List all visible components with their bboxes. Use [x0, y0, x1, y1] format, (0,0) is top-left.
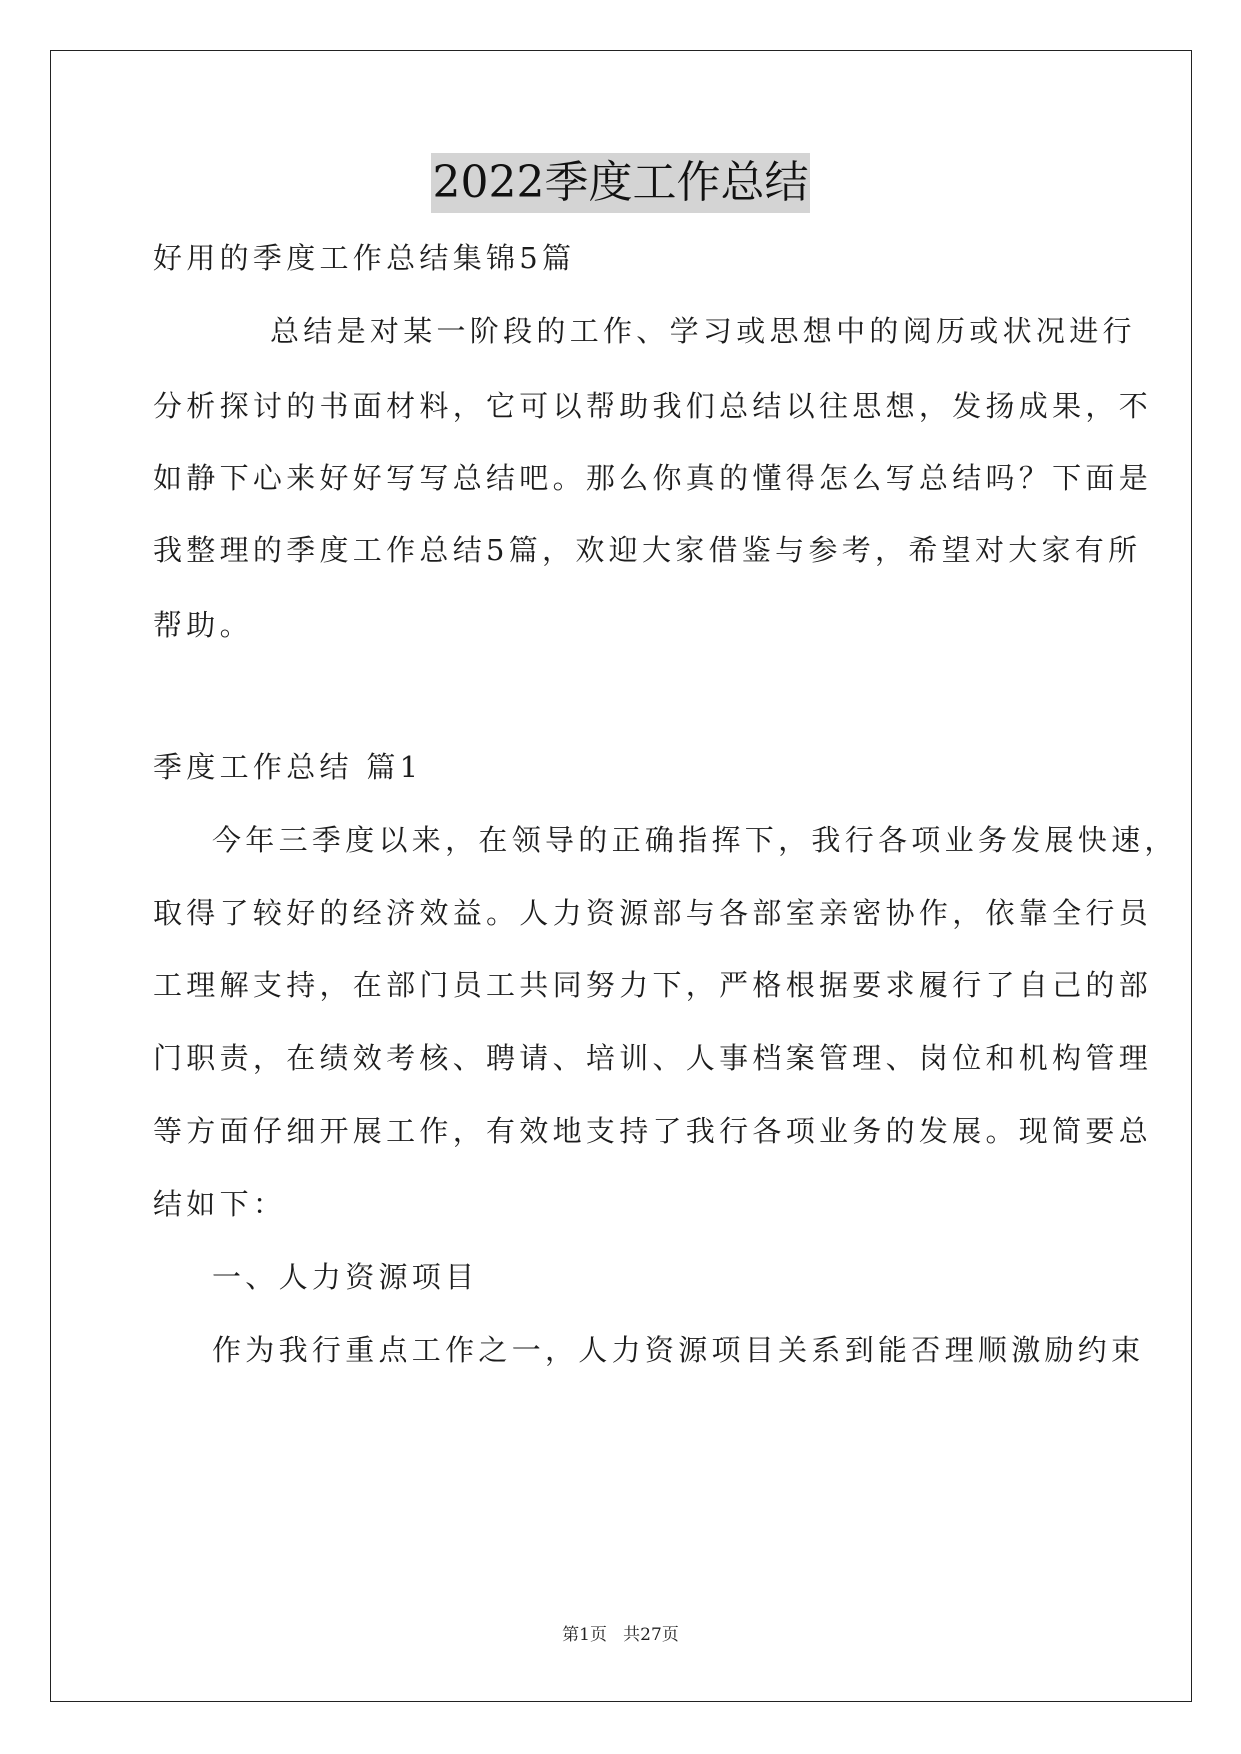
intro-line: 帮助。	[153, 608, 253, 642]
item-line: 作为我行重点工作之一，人力资源项目关系到能否理顺激励约束	[212, 1333, 1145, 1367]
section-line: 门职责，在绩效考核、聘请、培训、人事档案管理、岗位和机构管理	[153, 1041, 1153, 1075]
intro-line: 分析探讨的书面材料，它可以帮助我们总结以往思想，发扬成果，不	[153, 389, 1153, 423]
intro-line: 总结是对某一阶段的工作、学习或思想中的阅历或状况进行	[270, 314, 1136, 348]
section-line: 今年三季度以来，在领导的正确指挥下，我行各项业务发展快速，	[212, 823, 1178, 857]
section-line: 取得了较好的经济效益。人力资源部与各部室亲密协作，依靠全行员	[153, 896, 1153, 930]
section-heading: 季度工作总结 篇1	[153, 750, 423, 784]
page-border	[50, 50, 1192, 1702]
section-line: 结如下：	[153, 1187, 287, 1221]
document-title: 2022季度工作总结	[431, 153, 811, 213]
document-subtitle: 好用的季度工作总结集锦5篇	[153, 241, 576, 275]
intro-line: 我整理的季度工作总结5篇，欢迎大家借鉴与参考，希望对大家有所	[153, 533, 1142, 567]
section-line: 等方面仔细开展工作，有效地支持了我行各项业务的发展。现简要总	[153, 1114, 1153, 1148]
title-container	[0, 153, 1241, 213]
intro-line: 如静下心来好好写写总结吧。那么你真的懂得怎么写总结吗？下面是	[153, 461, 1153, 495]
page-number-text: 第1页 共27页	[562, 1625, 679, 1645]
item-heading: 一、人力资源项目	[212, 1260, 479, 1294]
section-line: 工理解支持，在部门员工共同努力下，严格根据要求履行了自己的部	[153, 968, 1153, 1002]
page-footer	[0, 1623, 1241, 1647]
